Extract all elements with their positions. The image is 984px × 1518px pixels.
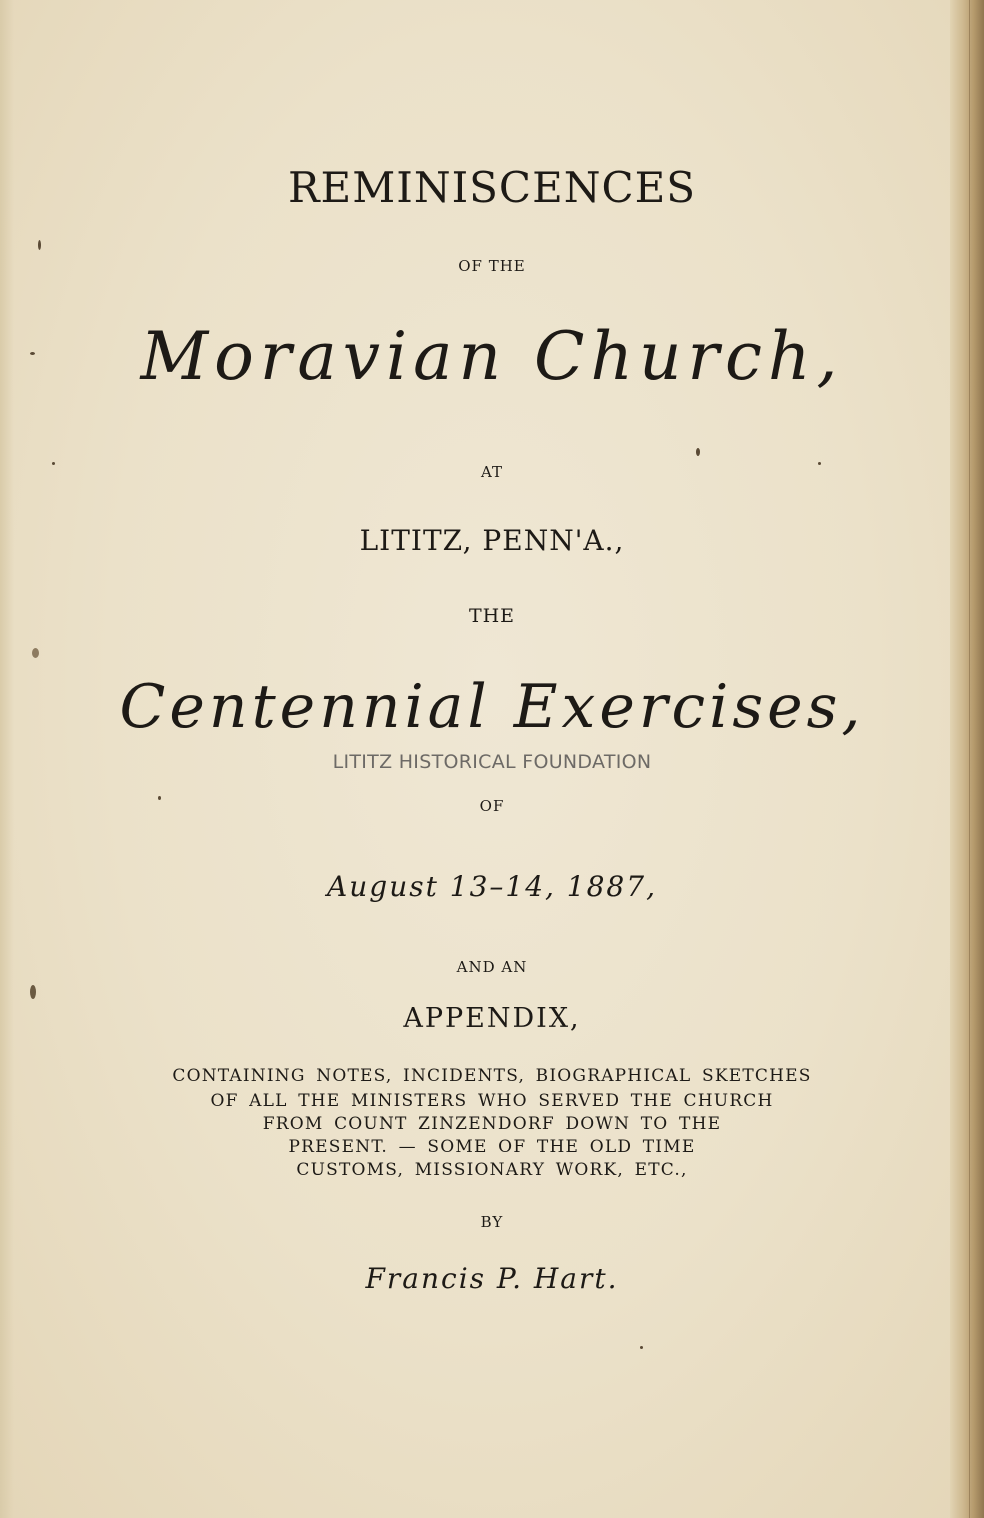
description-line: FROM COUNT ZINZENDORF DOWN TO THE	[262, 1114, 722, 1134]
title-place: LITITZ, PENN'A.,	[359, 524, 625, 557]
paper-speck	[32, 648, 39, 658]
title-of: OF	[479, 797, 505, 815]
title-reminiscences: REMINISCENCES	[287, 163, 697, 212]
byline-by: BY	[480, 1213, 504, 1231]
title-appendix: APPENDIX,	[403, 1003, 581, 1034]
watermark-text: LITITZ HISTORICAL FOUNDATION	[332, 751, 652, 773]
description-line: CONTAINING NOTES, INCIDENTS, BIOGRAPHICAL SKETCHES	[172, 1066, 812, 1086]
title-and-an: AND AN	[456, 958, 528, 976]
title-centennial-exercises: Centennial Exercises,	[119, 672, 865, 742]
title-date: August 13–14, 1887,	[327, 870, 657, 903]
paper-speck	[640, 1346, 643, 1349]
paper-speck	[38, 240, 41, 250]
paper-speck	[30, 985, 36, 999]
paper-speck	[696, 448, 700, 456]
title-moravian-church: Moravian Church,	[140, 318, 844, 395]
description-line: CUSTOMS, MISSIONARY WORK, ETC.,	[296, 1160, 688, 1180]
description-line: PRESENT. — SOME OF THE OLD TIME	[288, 1137, 696, 1157]
byline-author: Francis P. Hart.	[365, 1262, 619, 1295]
title-at: AT	[480, 463, 504, 481]
title-the: THE	[468, 605, 516, 627]
description-line: OF ALL THE MINISTERS WHO SERVED THE CHURCH	[210, 1091, 774, 1111]
title-of-the: OF THE	[458, 257, 526, 275]
